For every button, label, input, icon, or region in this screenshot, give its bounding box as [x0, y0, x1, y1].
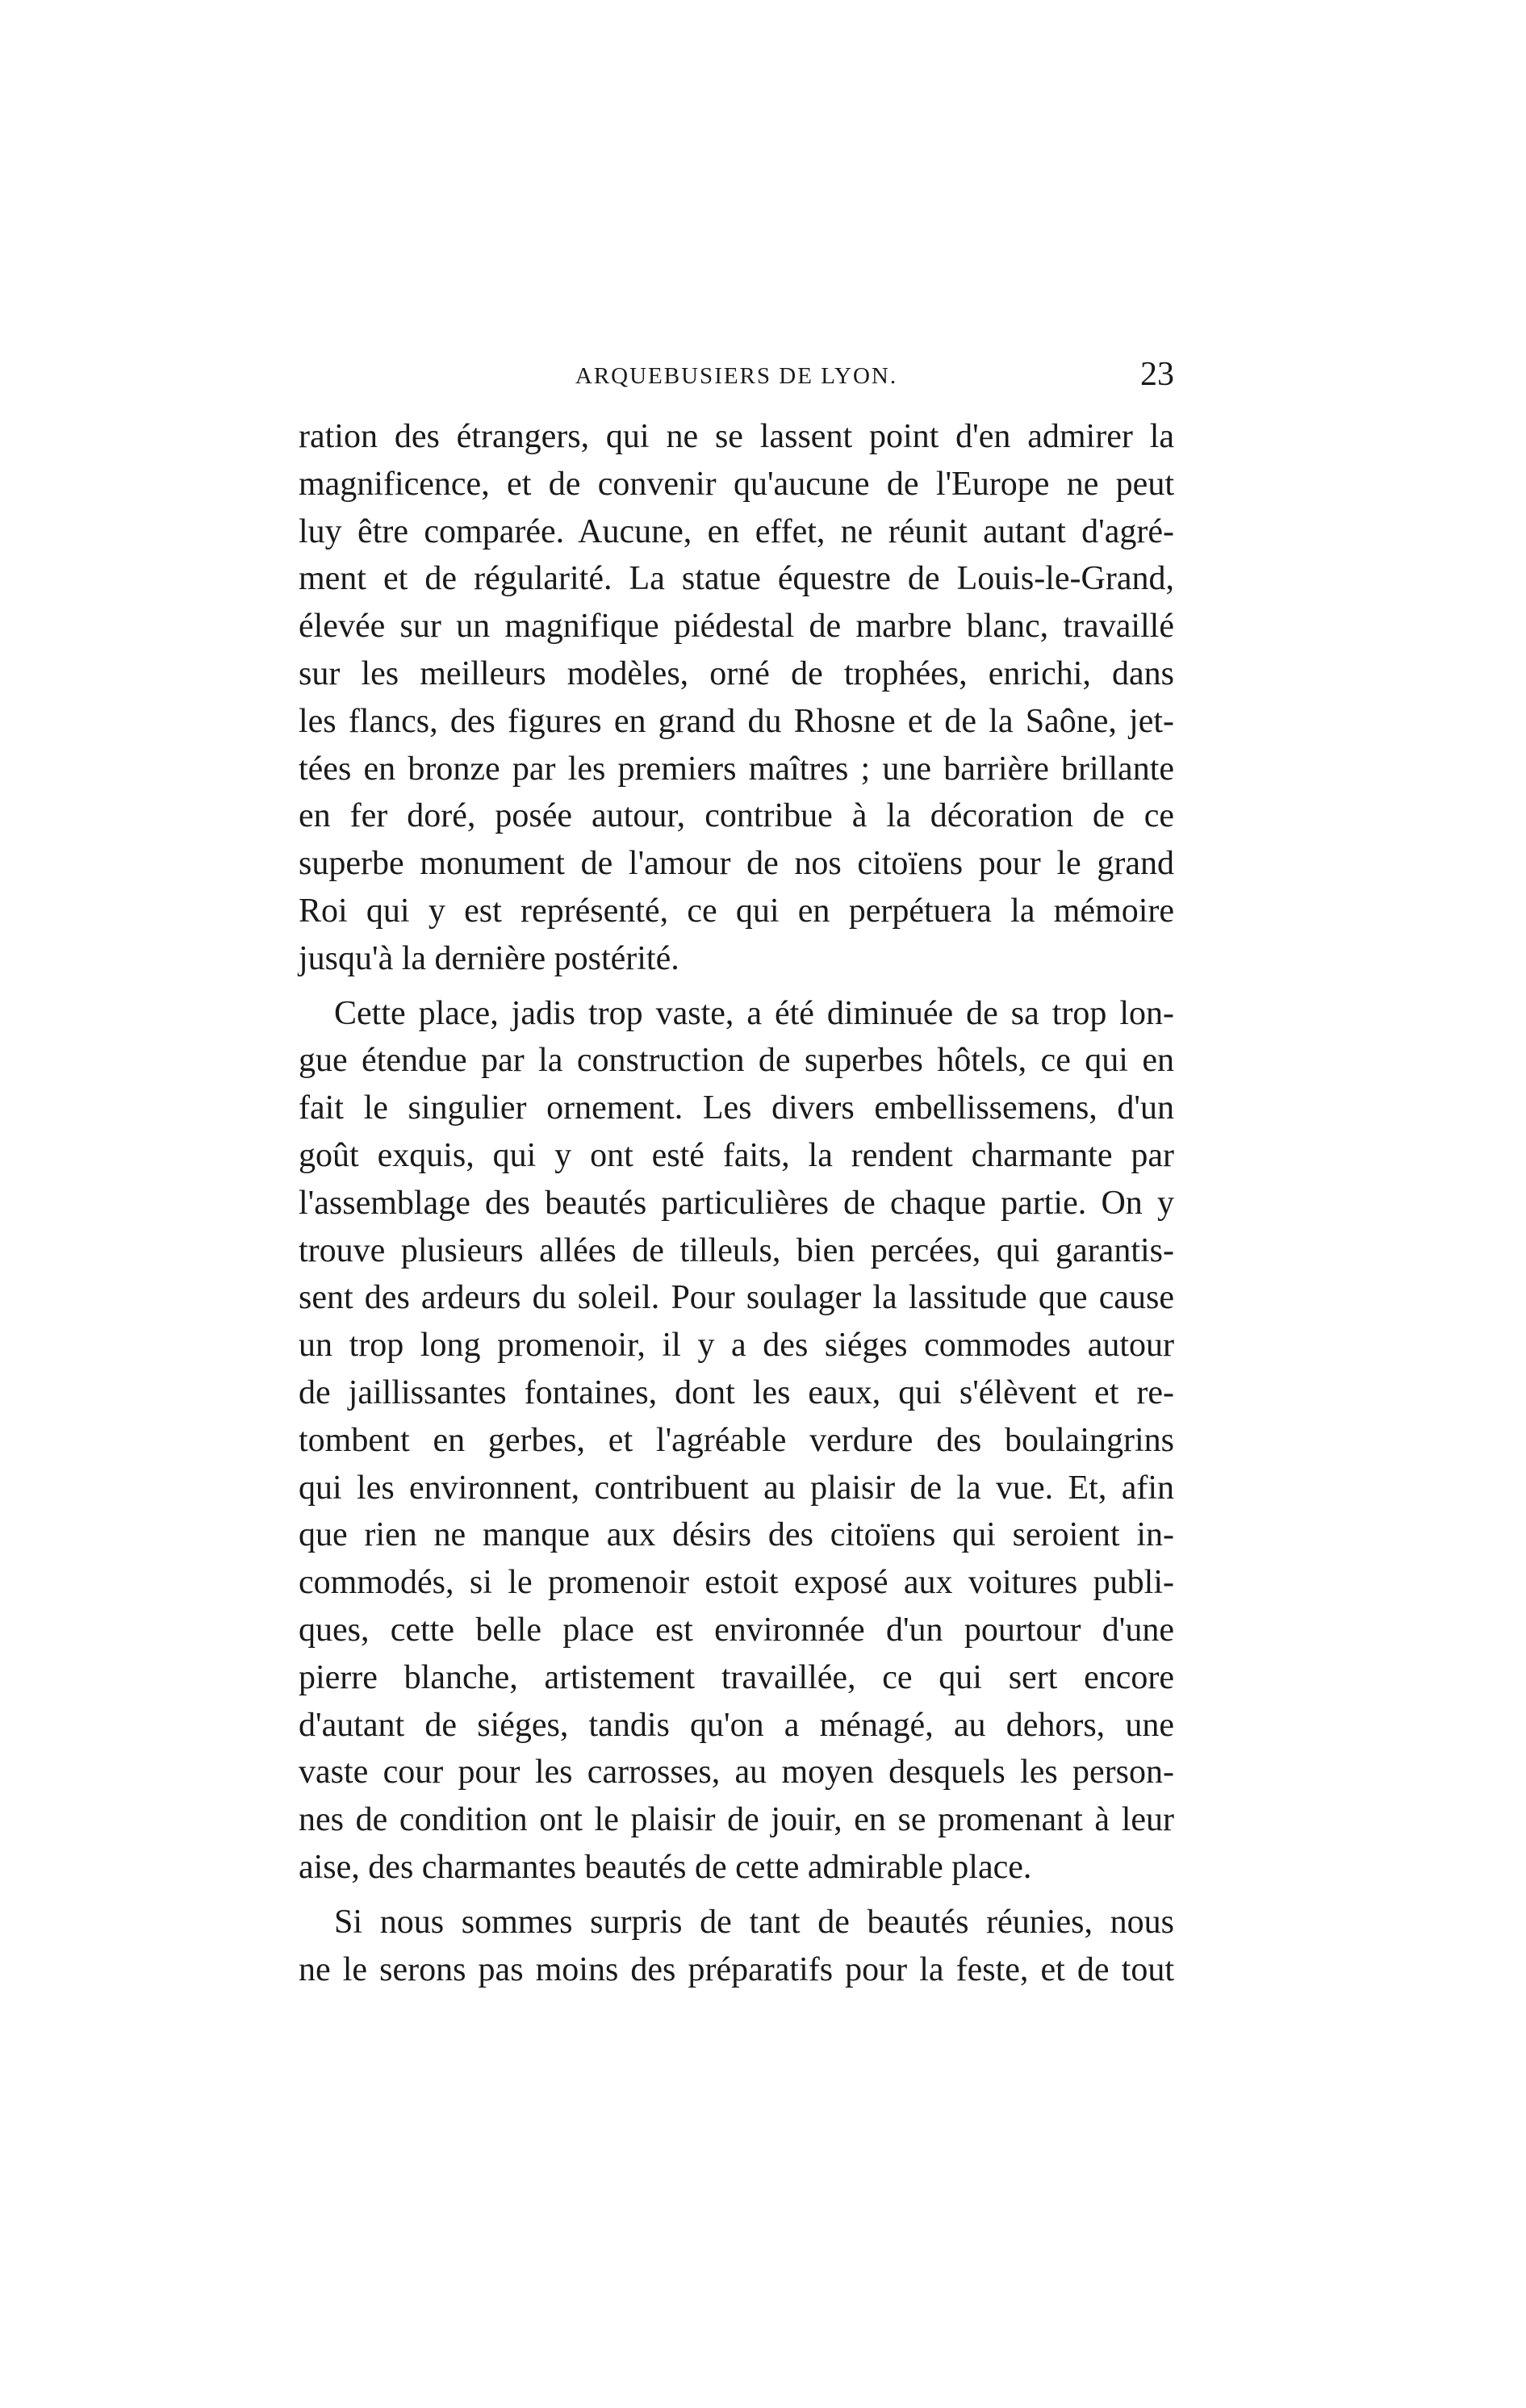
text-body — [299, 413, 1174, 1993]
text-line: commodés, si le promenoir estoit exposé aux voitures publi- — [299, 1564, 1174, 1602]
text-line: élevée sur un magnifique piédestal de marbre blanc, travaillé — [299, 608, 1174, 646]
text-line: ques, cette belle place est environnée d'un pourtour d'une — [299, 1611, 1174, 1649]
text-line: goût exquis, qui y ont esté faits, la rendent charmante par — [299, 1136, 1174, 1174]
text-line: d'autant de siéges, tandis qu'on a ménagé, au dehors, une — [299, 1706, 1174, 1744]
paragraph-gap — [299, 1892, 1174, 1899]
text-line: sur les meilleurs modèles, orné de trophées, enrichi, dans — [299, 654, 1174, 692]
paragraph-gap — [299, 983, 1174, 990]
text-line: tées en bronze par les premiers maîtres ; une barrière brillante — [299, 750, 1174, 788]
page-number: 23 — [1140, 356, 1174, 393]
text-line: sent des ardeurs du soleil. Pour soulager la lassitude que cause — [299, 1279, 1174, 1317]
text-line: tombent en gerbes, et l'agréable verdure des boulaingrins — [299, 1421, 1174, 1459]
text-line: superbe monument de l'amour de nos citoïens pour le grand — [299, 845, 1174, 883]
text-line: gue étendue par la construction de superbes hôtels, ce qui en — [299, 1042, 1174, 1080]
text-line: que rien ne manque aux désirs des citoïens qui seroient in- — [299, 1516, 1174, 1554]
text-line: trouve plusieurs allées de tilleuls, bien percées, qui garantis- — [299, 1231, 1174, 1269]
text-line: magnificence, et de convenir qu'aucune de l'Europe ne peut — [299, 465, 1174, 503]
text-line: l'assemblage des beautés particulières de chaque partie. On y — [299, 1184, 1174, 1222]
text-line: en fer doré, posée autour, contribue à la décoration de ce — [299, 797, 1174, 835]
text-line: de jaillissantes fontaines, dont les eaux, qui s'élèvent et re- — [299, 1373, 1174, 1411]
text-line: Roi qui y est représenté, ce qui en perpétuera la mémoire — [299, 892, 1174, 930]
paragraph-2 — [299, 990, 1174, 1892]
text-line: ration des étrangers, qui ne se lassent point d'en admirer la — [299, 418, 1174, 455]
text-line: luy être comparée. Aucune, en effet, ne réunit autant d'agré- — [299, 512, 1174, 550]
text-line: ment et de régularité. La statue équestre de Louis-le-Grand, — [299, 560, 1174, 598]
page-header — [299, 355, 1174, 403]
paragraph-1 — [299, 413, 1174, 983]
text-line: vaste cour pour les carrosses, au moyen desquels les person- — [299, 1754, 1174, 1791]
text-line: Si nous sommes surpris de tant de beautés réunies, nous — [334, 1903, 1174, 1941]
paragraph-3 — [299, 1899, 1174, 1994]
text-line: pierre blanche, artistement travaillée, ce qui sert encore — [299, 1658, 1174, 1696]
text-line: fait le singulier ornement. Les divers embellissemens, d'un — [299, 1089, 1174, 1127]
running-head: ARQUEBUSIERS DE LYON. — [575, 363, 898, 389]
text-line: Cette place, jadis trop vaste, a été diminuée de sa trop lon- — [334, 994, 1174, 1032]
text-line: les flancs, des figures en grand du Rhosne et de la Saône, jet- — [299, 702, 1174, 740]
text-line: aise, des charmantes beautés de cette admirable place. — [299, 1848, 1032, 1886]
text-line: un trop long promenoir, il y a des siéges commodes autour — [299, 1327, 1174, 1365]
text-line: jusqu'à la dernière postérité. — [299, 939, 679, 977]
text-line: ne le serons pas moins des préparatifs pour la feste, et de tout — [299, 1950, 1174, 1988]
text-line: nes de condition ont le plaisir de jouir, en se promenant à leur — [299, 1801, 1174, 1839]
text-line: qui les environnent, contribuent au plaisir de la vue. Et, afin — [299, 1469, 1174, 1507]
